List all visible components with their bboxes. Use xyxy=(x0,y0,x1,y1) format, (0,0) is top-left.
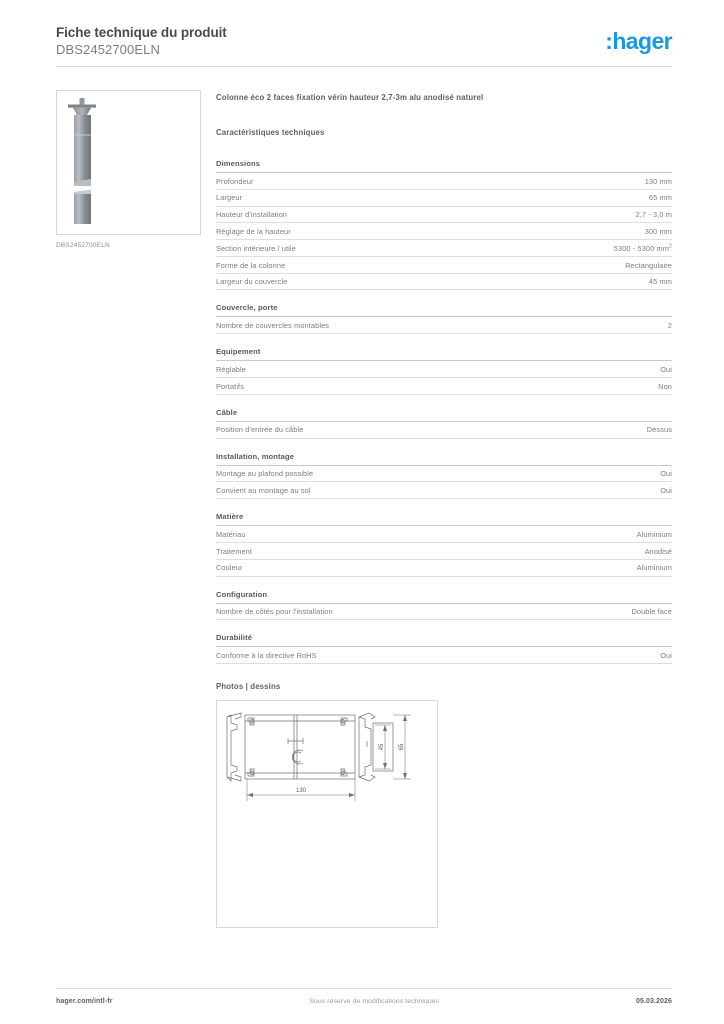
spec-row xyxy=(216,274,672,291)
spec-row xyxy=(216,190,672,207)
spec-row-value: Oui xyxy=(660,650,672,660)
page-footer xyxy=(56,998,672,1005)
spec-section xyxy=(216,452,672,500)
spec-row xyxy=(216,317,672,334)
hager-logo: :hager xyxy=(605,28,672,54)
spec-section xyxy=(216,347,672,395)
spec-row xyxy=(216,207,672,224)
spec-row-label: Traitement xyxy=(216,546,253,556)
footer-website-link[interactable]: hager.com/intl-fr xyxy=(56,998,113,1005)
page-header xyxy=(56,24,672,58)
spec-row-label: Position d'entrée du câble xyxy=(216,425,304,435)
spec-row xyxy=(216,482,672,499)
spec-section xyxy=(216,159,672,290)
spec-row-value: Oui xyxy=(660,364,672,374)
spec-row-label: Réglable xyxy=(216,364,246,374)
spec-row-value: 300 mm xyxy=(644,226,672,236)
dimension-label-outer-height: 65 xyxy=(399,743,405,751)
spec-row xyxy=(216,361,672,378)
spec-section xyxy=(216,408,672,439)
spec-section xyxy=(216,633,672,664)
spec-row-label: Conforme à la directive RoHS xyxy=(216,650,317,660)
spec-row-label: Couleur xyxy=(216,563,243,573)
product-image-box xyxy=(56,90,201,235)
spec-section-title: Dimensions xyxy=(216,159,672,173)
product-figure xyxy=(56,90,201,249)
product-image-caption: DBS2452700ELN xyxy=(56,242,110,249)
spec-row-value: Double face xyxy=(631,607,672,617)
dimension-label-inner-height: 45 xyxy=(379,743,385,751)
spec-section xyxy=(216,303,672,334)
spec-row xyxy=(216,560,672,577)
spec-row-value xyxy=(604,244,672,253)
dimension-label-width: 130 xyxy=(295,788,307,795)
main-content xyxy=(216,93,672,928)
spec-row-label: Largeur du couvercle xyxy=(216,277,288,287)
spec-row-label: Portatifs xyxy=(216,381,245,391)
spec-row-value: Rectangulaire xyxy=(625,260,672,270)
spec-row xyxy=(216,604,672,621)
spec-row xyxy=(216,240,672,257)
spec-row xyxy=(216,466,672,483)
spec-row-label: Montage au plafond possible xyxy=(216,469,314,479)
spec-section xyxy=(216,590,672,621)
spec-row-label: Profondeur xyxy=(216,176,254,186)
spec-row-value: Aluminium xyxy=(636,529,672,539)
spec-row xyxy=(216,543,672,560)
product-description: Colonne éco 2 faces fixation vérin hauteur 2,7-3m alu anodisé naturel xyxy=(216,93,484,102)
spec-sections xyxy=(216,159,672,664)
spec-row-label: Réglage de la hauteur xyxy=(216,226,291,236)
column-cross-section-drawing xyxy=(217,701,437,927)
spec-row-label: Hauteur d'installation xyxy=(216,210,287,220)
spec-section-title: Couvercle, porte xyxy=(216,303,672,317)
spec-row xyxy=(216,422,672,439)
spec-row xyxy=(216,647,672,664)
spec-row-value-superscript: 2 xyxy=(669,243,672,250)
product-column-photo xyxy=(57,91,200,234)
spec-row-value: 2,7 - 3,0 m xyxy=(635,210,672,220)
spec-row-label: Nombre de couvercles montables xyxy=(216,321,330,331)
spec-row-value: Non xyxy=(658,381,672,391)
spec-section-title: Durabilité xyxy=(216,633,672,647)
spec-row-value: 130 mm xyxy=(644,176,672,186)
footer-disclaimer: Sous réserve de modifications techniques xyxy=(309,998,440,1005)
spec-section xyxy=(216,512,672,576)
page-subtitle-product-code: DBS2452700ELN xyxy=(56,42,160,57)
footer-date: 05.03.2026 xyxy=(635,998,672,1005)
footer-divider xyxy=(56,988,672,989)
spec-section-title: Equipement xyxy=(216,347,672,361)
spec-row-value: Dessus xyxy=(646,425,672,435)
spec-row-label: Section intérieure / utile xyxy=(216,243,296,253)
spec-row-label: Convient au montage au sol xyxy=(216,485,311,495)
characteristics-heading: Caractéristiques techniques xyxy=(216,128,325,137)
spec-row-value: Aluminium xyxy=(636,563,672,573)
spec-row-value: Oui xyxy=(660,485,672,495)
page-title: Fiche technique du produit xyxy=(56,25,227,40)
spec-row-label: Nombre de côtés pour l'installation xyxy=(216,607,333,617)
spec-row-value: 45 mm xyxy=(648,277,672,287)
spec-row-value-text: 5300 - 5300 mm xyxy=(613,243,669,253)
spec-row xyxy=(216,257,672,274)
spec-section-title: Matière xyxy=(216,512,672,526)
spec-row xyxy=(216,173,672,190)
spec-row-label: Forme de la colonne xyxy=(216,260,286,270)
header-divider xyxy=(56,66,672,67)
spec-row-value: 2 xyxy=(667,321,672,331)
spec-row-label: Matériau xyxy=(216,529,246,539)
spec-row-label: Largeur xyxy=(216,193,243,203)
spec-row xyxy=(216,223,672,240)
spec-row xyxy=(216,378,672,395)
spec-row xyxy=(216,526,672,543)
spec-row-value: Oui xyxy=(660,469,672,479)
drawing-box xyxy=(216,700,438,928)
spec-section-title: Câble xyxy=(216,408,672,422)
spec-row-value: 65 mm xyxy=(648,193,672,203)
spec-section-title: Configuration xyxy=(216,590,672,604)
spec-row-value: Anodisé xyxy=(644,546,672,556)
drawings-heading: Photos | dessins xyxy=(216,682,281,692)
spec-section-title: Installation, montage xyxy=(216,452,672,466)
